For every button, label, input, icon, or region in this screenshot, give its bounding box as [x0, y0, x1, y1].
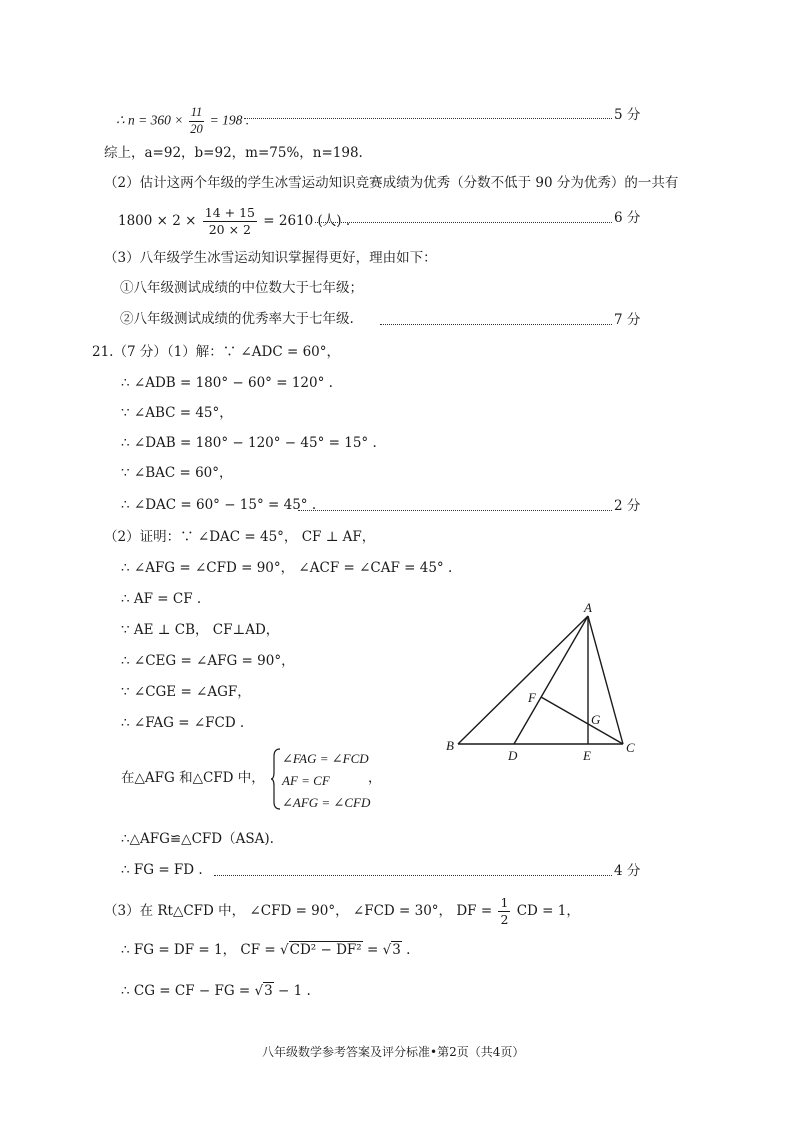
- comma: ，: [368, 770, 382, 786]
- step-perp: ∵ AE ⊥ CB， CF⊥AD，: [121, 622, 280, 638]
- score-6: 6 分: [614, 210, 641, 226]
- step-fag: ∴ ∠FAG = ∠FCD .: [121, 715, 245, 731]
- numerator: 11: [189, 106, 205, 122]
- congruence-intro: 在△AFG 和△CFD 中，: [121, 770, 265, 786]
- segment-AD: [514, 616, 588, 744]
- sqrt-symbol: √: [254, 983, 264, 999]
- fraction: [189, 106, 205, 137]
- brace: [270, 748, 282, 814]
- step-cg: [121, 985, 311, 999]
- text: − 1 .: [278, 983, 311, 999]
- fraction: [498, 896, 510, 927]
- brace-icon: [270, 748, 282, 810]
- reason-1: ①八年级测试成绩的中位数大于七年级；: [120, 280, 363, 296]
- radicand: 3: [264, 983, 273, 999]
- condition-3: ∠AFG = ∠CFD: [282, 795, 371, 810]
- segment-CF: [541, 697, 623, 744]
- part3-intro: （3）八年级学生冰雪运动知识掌握得更好，理由如下：: [104, 250, 437, 266]
- step-cge: ∵ ∠CGE = ∠AGF，: [121, 684, 251, 700]
- part2-question: （2）估计这两个年级的学生冰雪运动知识竞赛成绩为优秀（分数不低于 90 分为优秀）的一共有: [104, 175, 679, 191]
- label-F: F: [528, 690, 536, 705]
- denominator: 20 × 2: [208, 221, 251, 237]
- part3-setup: [104, 896, 580, 927]
- dot-leader: [380, 324, 612, 325]
- page-footer: 八年级数学参考答案及评分标准•第2页（共4页）: [262, 1045, 525, 1059]
- text: .: [406, 942, 411, 958]
- label-G: G: [591, 712, 601, 727]
- step-abc: ∵ ∠ABC = 45°，: [121, 405, 233, 421]
- step-dab: ∴ ∠DAB = 180° − 120° − 45° = 15° .: [121, 435, 377, 451]
- text: CD = 1，: [516, 902, 580, 919]
- numerator: 14 + 15: [204, 205, 255, 220]
- label-B: B: [446, 738, 454, 753]
- text: 1800 × 2 ×: [118, 212, 197, 229]
- score-2: 2 分: [614, 498, 641, 514]
- score-4: 4 分: [614, 863, 641, 879]
- denominator: 2: [500, 911, 509, 927]
- segment-AB: [458, 616, 588, 744]
- dot-leader: [315, 222, 612, 223]
- step-bac: ∵ ∠BAC = 60°，: [121, 465, 233, 481]
- text: = 198 .: [209, 112, 250, 128]
- dot-leader: [214, 875, 612, 876]
- triangle-figure: [440, 600, 650, 770]
- denominator: 20: [190, 121, 203, 136]
- score-5: 5 分: [614, 107, 641, 123]
- label-A: A: [584, 600, 592, 615]
- condition-2: AF = CF: [282, 773, 330, 788]
- q21-header: 21.（7 分）（1）解：∵ ∠ADC = 60°，: [92, 344, 341, 360]
- label-C: C: [626, 740, 635, 755]
- score-7: 7 分: [614, 312, 641, 328]
- step-afg: ∴ ∠AFG = ∠CFD = 90°， ∠ACF = ∠CAF = 45° .: [121, 560, 453, 576]
- sqrt-symbol: √: [382, 942, 392, 958]
- step-af-cf: ∴ AF = CF .: [121, 591, 202, 607]
- congruence-result: ∴△AFG≌△CFD（ASA).: [121, 831, 274, 847]
- step-adb: ∴ ∠ADB = 180° − 60° = 120° .: [121, 375, 333, 391]
- text: ∴ FG = DF = 1， CF =: [121, 942, 276, 958]
- text: （3）在 Rt△CFD 中， ∠CFD = 90°， ∠FCD = 30°， DF =: [104, 902, 493, 919]
- dot-leader: [244, 118, 612, 119]
- radicand: CD² − DF²: [289, 942, 362, 958]
- text: ∴ n = 360 ×: [116, 112, 184, 128]
- line-n-result: [116, 106, 249, 137]
- fraction: [203, 206, 257, 237]
- dot-leader: [298, 510, 612, 511]
- label-D: D: [508, 748, 518, 763]
- reason-2: ②八年级测试成绩的优秀率大于七年级.: [120, 311, 354, 327]
- summary-line: 综上，a=92，b=92，m=75%，n=198.: [104, 145, 363, 161]
- radicand: 3: [392, 942, 401, 958]
- part2-proof-header: （2）证明：∵ ∠DAC = 45°， CF ⊥ AF，: [104, 529, 376, 545]
- label-E: E: [583, 748, 591, 763]
- condition-1: ∠FAG = ∠FCD: [282, 751, 369, 766]
- step-fg-fd: ∴ FG = FD .: [121, 862, 203, 878]
- text: =: [366, 942, 379, 958]
- step-ceg: ∴ ∠CEG = ∠AFG = 90°，: [121, 653, 295, 669]
- text: = 2610 (人) .: [263, 212, 351, 229]
- text: ∴ CG = CF − FG =: [121, 983, 251, 999]
- step-dac: ∴ ∠DAC = 60° − 15° = 45° .: [121, 497, 317, 513]
- numerator: 1: [500, 895, 509, 910]
- step-cf: [121, 944, 410, 958]
- sqrt-symbol: √: [280, 942, 289, 958]
